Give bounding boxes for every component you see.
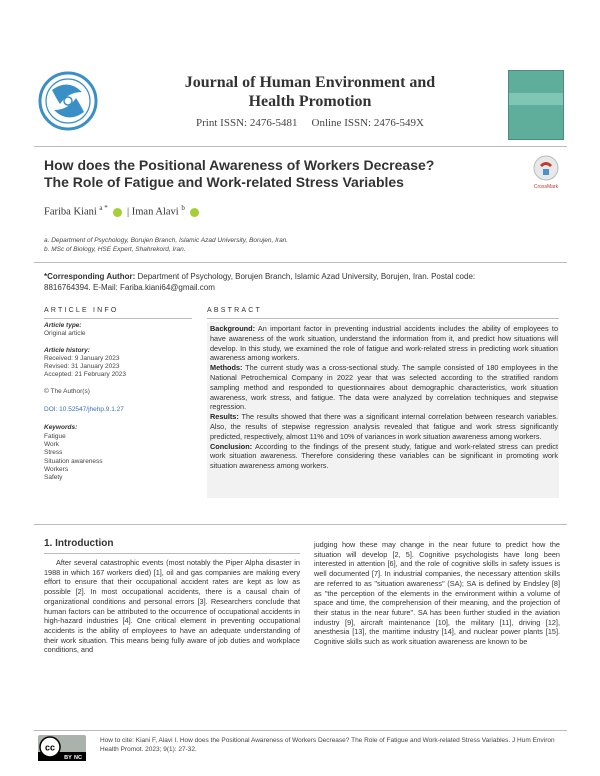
- orcid-icon[interactable]: [113, 208, 122, 217]
- footer-rule: [34, 730, 567, 731]
- intro-right-column: judging how these may change in the near future to predict how the situation will develop [2, 5]. Cognitive psychologists have long been interested in attention [6], and the role of cognitive skills in safety issues is well documented [7]. In industrial companies, the necessary attention skills are referred to as "situation awareness" (SA); SA is defined by Endsley [8] as "the perception of the elements in the environment within a volume of space and time, the comprehension of their meaning, and the projection of their status in the near future". SA has been further studied in the aviation industry [9], aircraft maintenance [10], the military [11], driving [12], anesthesia [13], the maritime industry [14], and nuclear power plants [15]. Cognitive skills such as work situation awareness are known to be: [314, 540, 560, 647]
- article-type-value: Original article: [44, 330, 86, 338]
- print-issn: Print ISSN: 2476-5481: [196, 117, 298, 129]
- crossmark-label: CrossMark: [533, 184, 559, 190]
- journal-title: [180, 73, 440, 111]
- corresp-label: *Corresponding Author:: [44, 272, 136, 281]
- doi-link[interactable]: DOI: 10.52547/jhehp.9.1.27: [44, 406, 124, 414]
- abstract-bottom-rule: [34, 524, 567, 525]
- author-separator: |: [127, 206, 130, 218]
- author-sup: a *: [99, 204, 108, 212]
- journal-issn: [180, 117, 440, 129]
- intro-heading-rule: [44, 553, 300, 554]
- header-divider: [34, 146, 567, 147]
- article-history-label: Article history:: [44, 346, 90, 354]
- corresp-line2: 8816764394. E-Mail: Fariba.kiani64@gmail.com: [44, 283, 215, 292]
- how-to-cite: How to cite: Kiani F, Alavi I. How does the Positional Awareness of Workers Decrease? The Role of Fatigue and Work-related Stress Variables. J Hum Environ Health Promot. 2023; 9(1): 27-32.: [100, 737, 555, 753]
- keyword: Work: [44, 440, 60, 448]
- abstract-results: The results showed that there was a significant internal correlation between research variables. Also, the results of stepwise regression analysis revealed that fatigue and work stress significantly predicted, respectively, almost 11% and 10% of variances in work situation awareness among workers.: [210, 412, 558, 441]
- abstract-text: [210, 324, 558, 471]
- journal-logo: [38, 70, 98, 132]
- paper-title: [44, 157, 504, 191]
- abstract-results-label: Results:: [210, 412, 239, 422]
- author-name: Iman Alavi: [131, 206, 179, 218]
- article-type-label: Article type:: [44, 322, 82, 329]
- keywords-label: Keywords:: [44, 424, 78, 432]
- abstract-conclusion-label: Conclusion:: [210, 441, 253, 451]
- author-sup: b: [181, 204, 185, 212]
- author-line: [44, 204, 201, 218]
- copyright: © The Author(s): [44, 387, 90, 395]
- keyword: Situation awareness: [44, 457, 103, 465]
- article-info-column: [44, 322, 169, 482]
- article-info-heading: ARTICLE INFO: [44, 307, 119, 314]
- cc-by-label: BY: [64, 755, 72, 761]
- keyword: Safety: [44, 474, 63, 482]
- keyword: Workers: [44, 465, 69, 473]
- keyword: Stress: [44, 449, 63, 457]
- paper-title-line1: How does the Positional Awareness of Workers Decrease?: [44, 157, 435, 173]
- journal-cover-thumbnail: [508, 70, 564, 140]
- abstract-conclusion: According to the findings of the present study, fatigue and work-related stress can predict work situation awareness. Therefore considering these variables can be significant in promoting work situation awareness among workers.: [210, 441, 558, 471]
- received-date: Received: 9 January 2023: [44, 354, 120, 362]
- abstract-methods: The current study was a cross-sectional study. The sample consisted of 180 employees in the National Petrochemical Company in 2022 year that was selected according to the stratified random sampling method and responded to questionnaires about demographic characteristics, work situation awareness, work stress, and fatigue. The data were analyzed by correlation techniques and stepwise regression.: [210, 363, 558, 412]
- intro-left-column: After several catastrophic events (most notably the Piper Alpha disaster in 1988 in which 167 workers died) [1], oil and gas companies are making every effort to ensure that their occupational accident rates are kept as low as possible [2]. In most occupational accidents, there is a causal chain of organizational conditions and personal errors [3]. Researchers conclude that human factors can be attributed to the occurrence of occupational accidents in high-hazard industries [4]. One critical element in preventing occupational accidents is the ability of employees to have an adequate understanding of their work situation. This means being fully aware of job duties and workplace conditions, and: [44, 558, 300, 655]
- affiliation-a: a. Department of Psychology, Borujen Branch, Islamic Azad University, Borujen, Iran.: [44, 237, 289, 244]
- abstract-rule: [207, 318, 559, 319]
- cc-nc-label: NC: [74, 755, 82, 761]
- journal-title-line2: Health Promotion: [248, 93, 372, 110]
- cc-label: cc: [44, 742, 56, 753]
- corresp-line1: Department of Psychology, Borujen Branch, Islamic Azad University, Borujen, Iran. Postal code:: [135, 272, 476, 281]
- affiliation-divider: [34, 262, 567, 263]
- intro-heading: 1. Introduction: [44, 538, 114, 549]
- cc-license-badge[interactable]: [38, 735, 86, 761]
- journal-title-line1: Journal of Human Environment and: [184, 74, 436, 91]
- crossmark-icon[interactable]: [533, 155, 559, 189]
- abstract-background: An important factor in preventing industrial accidents includes the ability of employees to have awareness of the work situation, understand the information from it, and predict how situations will develop. In this study, we examined the role of fatigue and work-related stress in predicting work situation awareness among workers.: [210, 324, 558, 363]
- author-name: Fariba Kiani: [44, 206, 97, 218]
- corresponding-author: [44, 271, 564, 293]
- abstract-methods-label: Methods:: [210, 363, 243, 373]
- abstract-background-label: Background:: [210, 324, 255, 333]
- revised-date: Revised: 31 January 2023: [44, 363, 120, 371]
- paper-title-line2: The Role of Fatigue and Work-related Stress Variables: [44, 174, 404, 190]
- orcid-icon[interactable]: [190, 208, 199, 217]
- article-info-rule: [44, 318, 192, 319]
- online-issn: Online ISSN: 2476-549X: [311, 117, 424, 129]
- accepted-date: Accepted: 21 February 2023: [44, 371, 127, 379]
- affiliation-b: b. MSc of Biology, HSE Expert, Shahrekord, Iran.: [44, 246, 186, 253]
- abstract-heading: ABSTRACT: [207, 307, 262, 314]
- keyword: Fatigue: [44, 432, 66, 440]
